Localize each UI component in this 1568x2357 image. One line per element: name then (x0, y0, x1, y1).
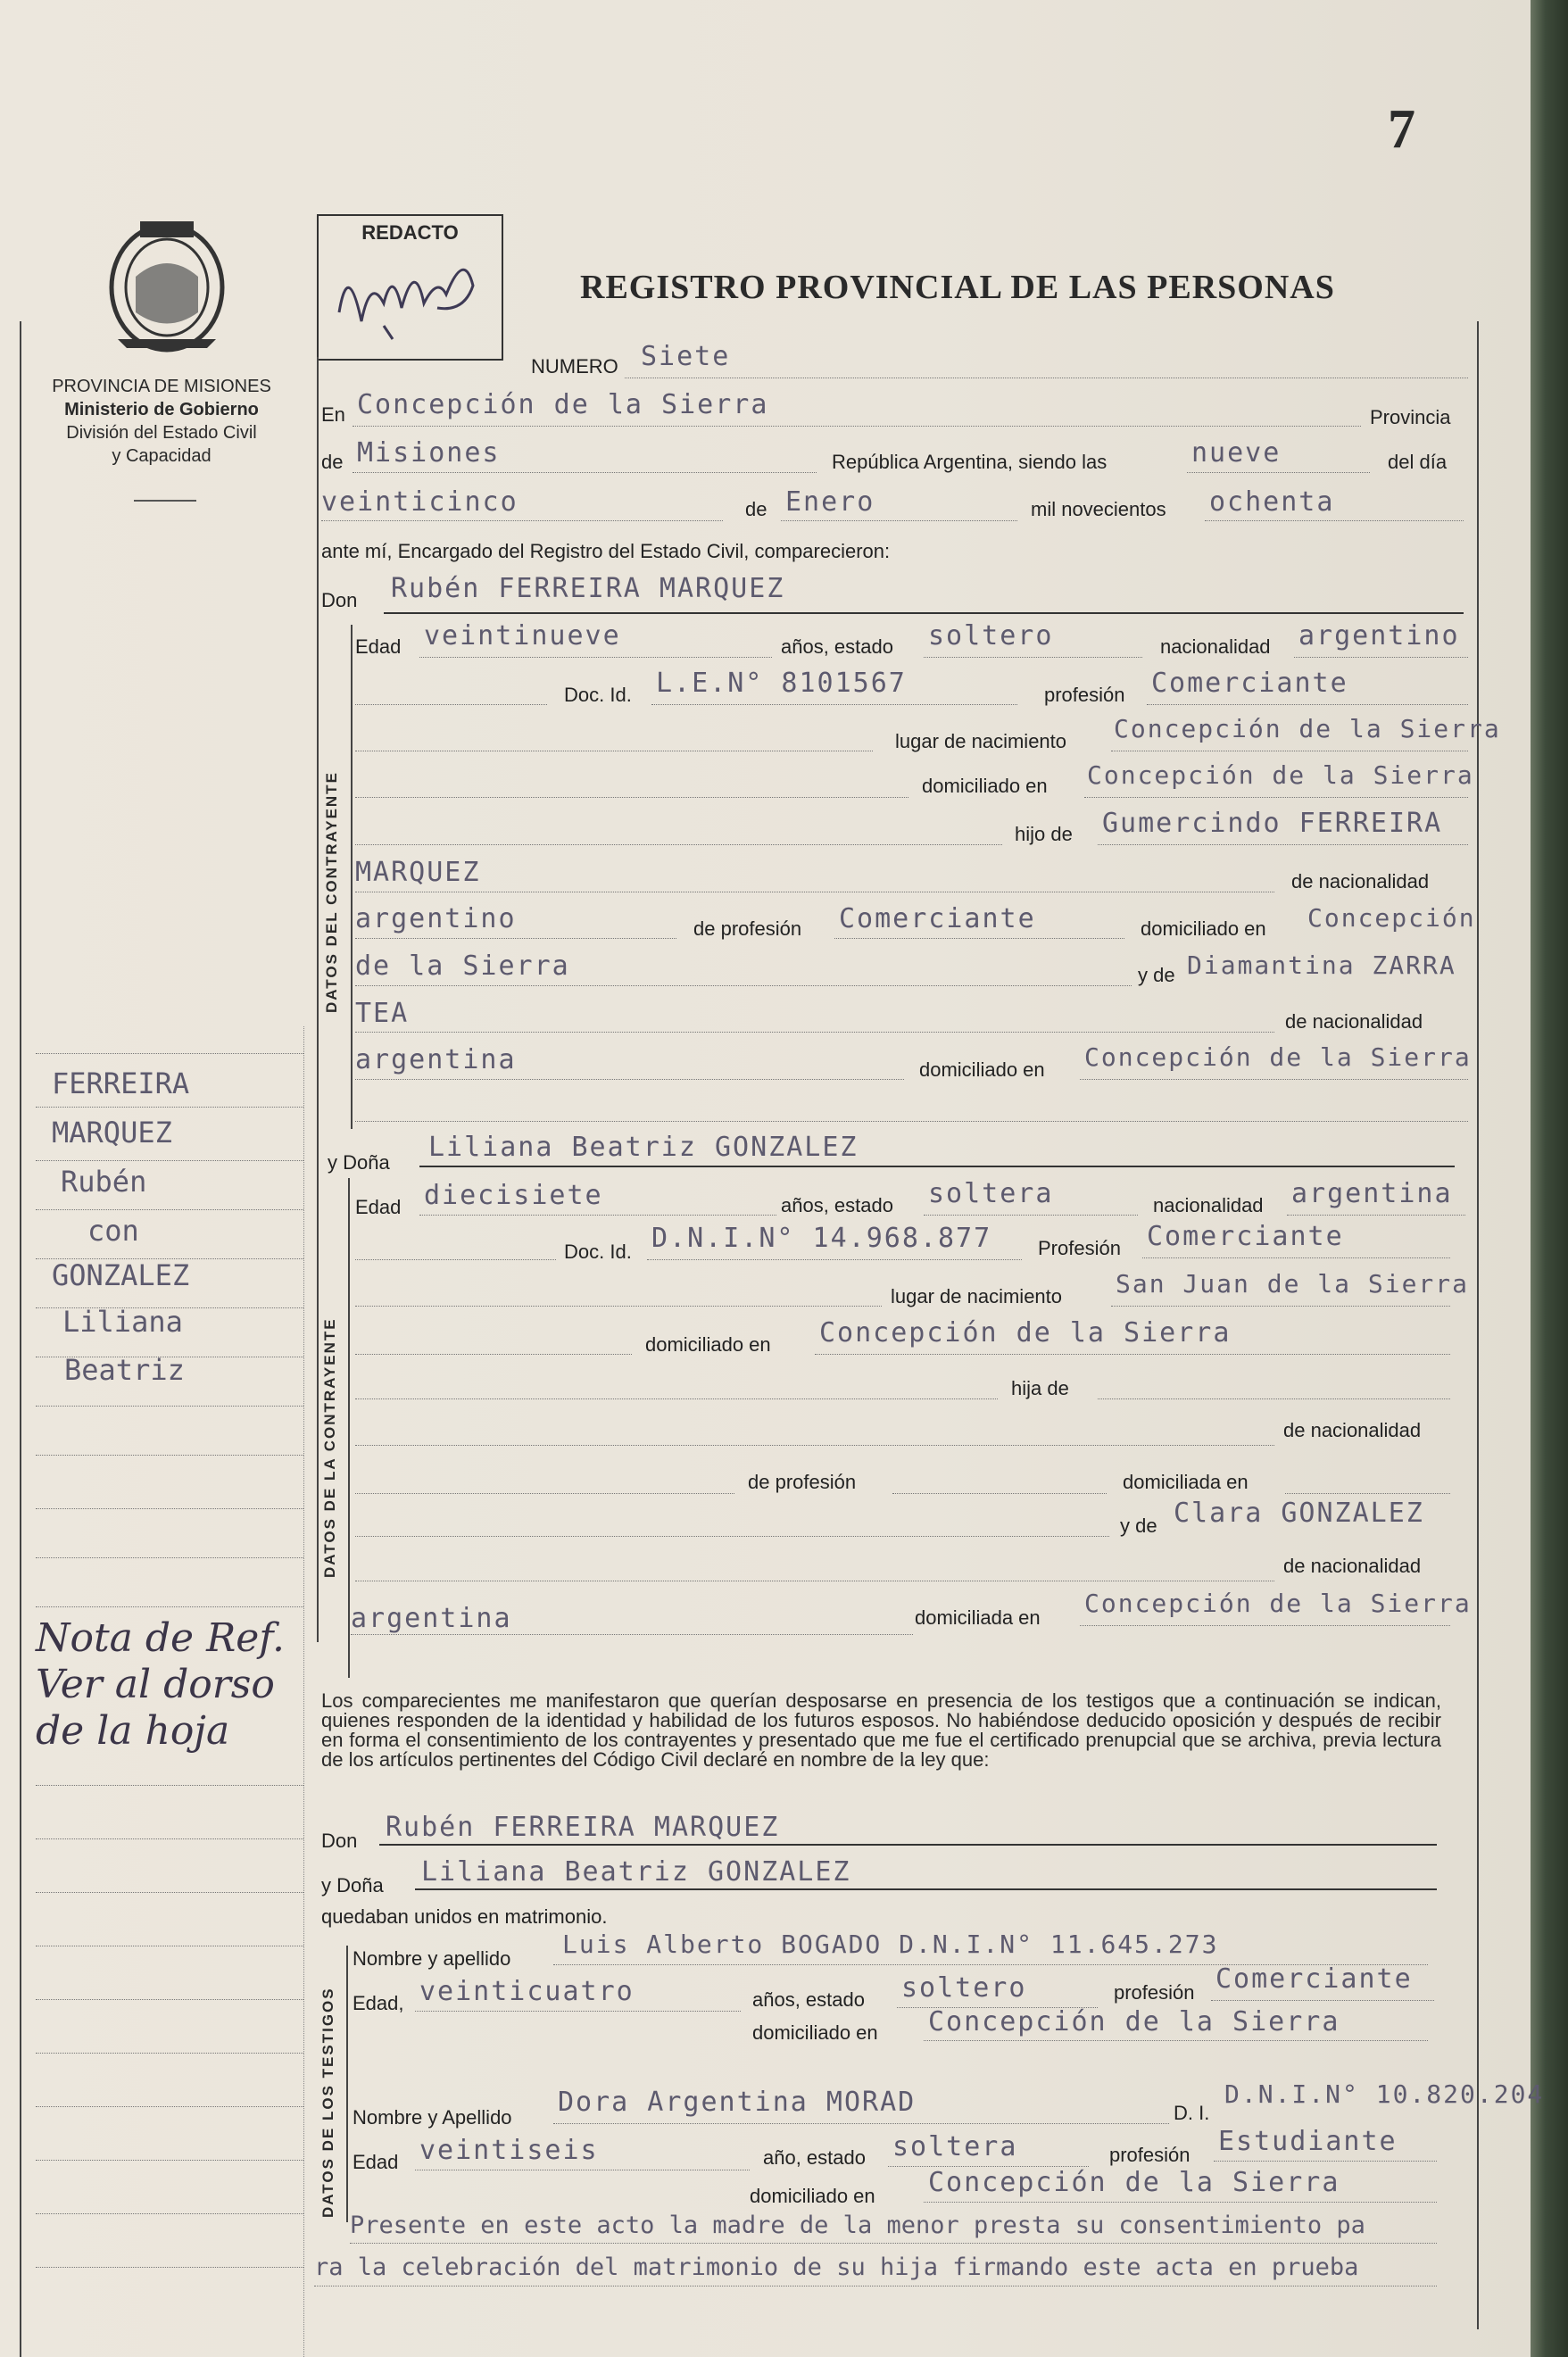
groom-father-dom-1: Concepción (1307, 903, 1476, 933)
w2-prof-label: profesión (1109, 2144, 1191, 2166)
province-seal-icon (100, 214, 234, 357)
division-label: División del Estado Civil (66, 423, 257, 443)
w2-edad-label: Edad (353, 2151, 399, 2173)
domicilio-label: domiciliado en (922, 775, 1048, 797)
form-left-border (317, 357, 319, 1642)
bride-padre-nac-label: de nacionalidad (1283, 1419, 1422, 1441)
decl-closing: quedaban unidos en matrimonio. (321, 1905, 608, 1928)
province-label: PROVINCIA DE MISIONES (52, 377, 271, 396)
margin-name-2: MARQUEZ (52, 1116, 172, 1149)
witness-note-line-1: Presente en este acto la madre de la menor presta su consentimiento pa (350, 2212, 1365, 2239)
de-label: de (321, 451, 344, 473)
w2-di-label: D. I. (1174, 2102, 1210, 2124)
hora-value: nueve (1191, 437, 1282, 469)
dia-value: veinticinco (321, 486, 519, 518)
en-label: En (321, 403, 345, 426)
bride-profesion: Comerciante (1147, 1221, 1344, 1252)
groom-section-label: DATOS DEL CONTRAYENTE (323, 771, 340, 1013)
groom-mother-nac: argentina (355, 1044, 517, 1075)
witness-section-label: DATOS DE LOS TESTIGOS (319, 1987, 336, 2218)
registrar-signature (330, 241, 491, 348)
numero-value: Siete (641, 341, 731, 372)
bride-doc-label: Doc. Id. (564, 1241, 632, 1263)
hijo-label: hijo de (1015, 823, 1073, 845)
bride-edad-label: Edad (355, 1196, 402, 1218)
margin-name-6: Liliana (62, 1305, 183, 1339)
decl-bride: Liliana Beatriz GONZALEZ (421, 1856, 851, 1888)
page-title: REGISTRO PROVINCIAL DE LAS PERSONAS (580, 269, 1335, 306)
bride-domicilio: Concepción de la Sierra (819, 1317, 1232, 1349)
w1-anios-label: años, estado (752, 1988, 865, 2011)
bride-madre-nac-label: de nacionalidad (1283, 1555, 1422, 1577)
bride-prof-label: Profesión (1038, 1237, 1121, 1259)
y-de-label: y de (1138, 964, 1175, 986)
groom-doc: L.E.N° 8101567 (656, 668, 907, 699)
w1-name: Luis Alberto BOGADO D.N.I.N° 11.645.273 (562, 1930, 1219, 1959)
groom-father-prof: Comerciante (839, 903, 1036, 934)
groom-nacionalidad: argentino (1298, 620, 1460, 651)
divider (134, 500, 196, 502)
bride-name: Liliana Beatriz GONZALEZ (428, 1132, 859, 1163)
decl-don-label: Don (321, 1830, 358, 1852)
margin-note-line-1: Nota de Ref. (36, 1615, 285, 1661)
lugar-value: Concepción de la Sierra (357, 389, 769, 420)
bride-section-border (348, 1178, 350, 1678)
bride-padre-prof-label: de profesión (748, 1471, 857, 1493)
w2-dom: Concepción de la Sierra (928, 2167, 1340, 2198)
groom-name: Rubén FERREIRA MARQUEZ (391, 573, 785, 604)
w2-anios-label: año, estado (763, 2146, 866, 2169)
margin-note-line-2: Ver al dorso (36, 1662, 275, 1707)
w2-name: Dora Argentina MORAD (558, 2087, 917, 2118)
bride-nacionalidad: argentina (1291, 1178, 1453, 1209)
groom-father-1: Gumercindo FERREIRA (1102, 808, 1443, 839)
ministry-header (18, 375, 305, 468)
margin-name-5: GONZALEZ (52, 1258, 190, 1292)
hija-label: hija de (1011, 1377, 1069, 1399)
capacity-label: y Capacidad (112, 446, 212, 466)
madre-nac-label: de nacionalidad (1285, 1010, 1423, 1033)
w2-edad: veintiseis (419, 2135, 599, 2166)
mil-label: mil novecientos (1031, 498, 1166, 520)
w2-name-label: Nombre y Apellido (353, 2106, 512, 2129)
numero-label: NUMERO (531, 355, 618, 378)
margin-border-right (303, 1026, 304, 2357)
witness-section-border (346, 1946, 348, 2222)
w1-prof-label: profesión (1114, 1981, 1195, 2004)
margin-note-line-3: de la hoja (36, 1708, 230, 1754)
de2-label: de (745, 498, 767, 520)
groom-estado: soltero (928, 620, 1054, 651)
don-label: Don (321, 589, 358, 611)
w1-edad-label: Edad, (353, 1992, 404, 2014)
bride-lugar-label: lugar de nacimiento (891, 1285, 1063, 1307)
bride-lugar-nac: San Juan de la Sierra (1116, 1269, 1470, 1299)
w1-dom: Concepción de la Sierra (928, 2006, 1340, 2037)
margin-name-1: FERREIRA (52, 1066, 190, 1100)
bride-mother: Clara GONZALEZ (1174, 1498, 1424, 1529)
bride-doc: D.N.I.N° 14.968.877 (651, 1223, 992, 1254)
groom-mother-dom: Concepción de la Sierra (1084, 1042, 1472, 1072)
w2-estado: soltera (892, 2131, 1018, 2162)
groom-father-dom-2: de la Sierra (355, 950, 570, 982)
w1-edad: veinticuatro (419, 1976, 635, 2007)
margin-border (20, 321, 21, 2357)
groom-profesion: Comerciante (1151, 668, 1348, 699)
decl-dona-label: y Doña (321, 1874, 384, 1896)
decl-groom: Rubén FERREIRA MARQUEZ (386, 1812, 780, 1843)
book-spine (1531, 0, 1568, 2357)
ante-label: ante mí, Encargado del Registro del Estado Civil, comparecieron: (321, 540, 891, 562)
w2-prof: Estudiante (1218, 2126, 1398, 2157)
padre-nac-label: de nacionalidad (1291, 870, 1430, 892)
declaration-text: Los comparecientes me manifestaron que querían desposarse en presencia de los testigos que a continuación se indican, quienes responden de la identidad y habilidad de los futuros esposos. No habiéndose deducido oposición y después de recibir en forma el consentimiento de los contrayentes y presentado que me fue el certificado prenupcial que se archiva, previa lectura de los artículos pertinentes del Código Civil declaré en nombre de la ley que: (321, 1689, 1441, 1771)
groom-domicilio: Concepción de la Sierra (1087, 760, 1474, 790)
stamp-label: REDACTO (361, 221, 459, 244)
anio-value: ochenta (1209, 486, 1335, 518)
bride-dom-label: domiciliado en (645, 1333, 771, 1356)
padre-dom-label: domiciliado en (1141, 917, 1266, 940)
bride-estado: soltera (928, 1178, 1054, 1209)
groom-lugar-nac: Concepción de la Sierra (1114, 714, 1501, 743)
profesion-label: profesión (1044, 684, 1125, 706)
w1-dom-label: domiciliado en (752, 2021, 878, 2044)
margin-name-4: con (87, 1214, 139, 1248)
doc-label: Doc. Id. (564, 684, 632, 706)
republica-label: República Argentina, siendo las (832, 451, 1108, 473)
mes-value: Enero (785, 486, 875, 518)
provincia-label: Provincia (1370, 406, 1451, 428)
bride-mother-dom: Concepción de la Sierra (1084, 1589, 1472, 1618)
form-right-border (1477, 321, 1479, 2329)
groom-mother-1: Diamantina ZARRA (1187, 950, 1456, 980)
lugar-nac-label: lugar de nacimiento (895, 730, 1067, 752)
bride-anios-label: años, estado (781, 1194, 893, 1216)
bride-edad: diecisiete (424, 1180, 603, 1211)
del-dia-label: del día (1388, 451, 1448, 473)
witness-note-line-2: ra la celebración del matrimonio de su hija firmando este acta en prueba (314, 2253, 1359, 2281)
margin-name-7: Beatriz (64, 1353, 185, 1387)
provincia-value: Misiones (357, 437, 501, 469)
w2-di: D.N.I.N° 10.820.204 (1224, 2079, 1545, 2109)
groom-father-2: MARQUEZ (355, 857, 481, 888)
groom-father-nac: argentino (355, 903, 517, 934)
bride-padre-dom-label: domiciliada en (1123, 1471, 1249, 1493)
margin-note (36, 1615, 285, 1755)
nac-label: nacionalidad (1160, 635, 1271, 658)
groom-section-border (351, 625, 353, 1129)
bride-y-de-label: y de (1120, 1515, 1157, 1537)
bride-mother-nac: argentina (351, 1603, 512, 1634)
padre-prof-label: de profesión (693, 917, 802, 940)
groom-edad: veintinueve (424, 620, 621, 651)
w1-prof: Comerciante (1215, 1963, 1413, 1995)
w2-dom-label: domiciliado en (750, 2185, 875, 2207)
w1-estado: soltero (901, 1972, 1027, 2004)
bride-section-label: DATOS DE LA CONTRAYENTE (321, 1317, 338, 1578)
dona-label: y Doña (328, 1151, 390, 1174)
madre-dom-label: domiciliado en (919, 1058, 1045, 1081)
groom-mother-2: TEA (355, 998, 410, 1029)
bride-madre-dom-label: domiciliada en (915, 1606, 1041, 1629)
w1-name-label: Nombre y apellido (353, 1947, 511, 1970)
margin-name-3: Rubén (61, 1165, 147, 1199)
anios-label: años, estado (781, 635, 893, 658)
bride-nac-label: nacionalidad (1153, 1194, 1264, 1216)
ministry-label: Ministerio de Gobierno (64, 400, 259, 419)
page-number: 7 (1388, 99, 1415, 160)
edad-label: Edad (355, 635, 402, 658)
